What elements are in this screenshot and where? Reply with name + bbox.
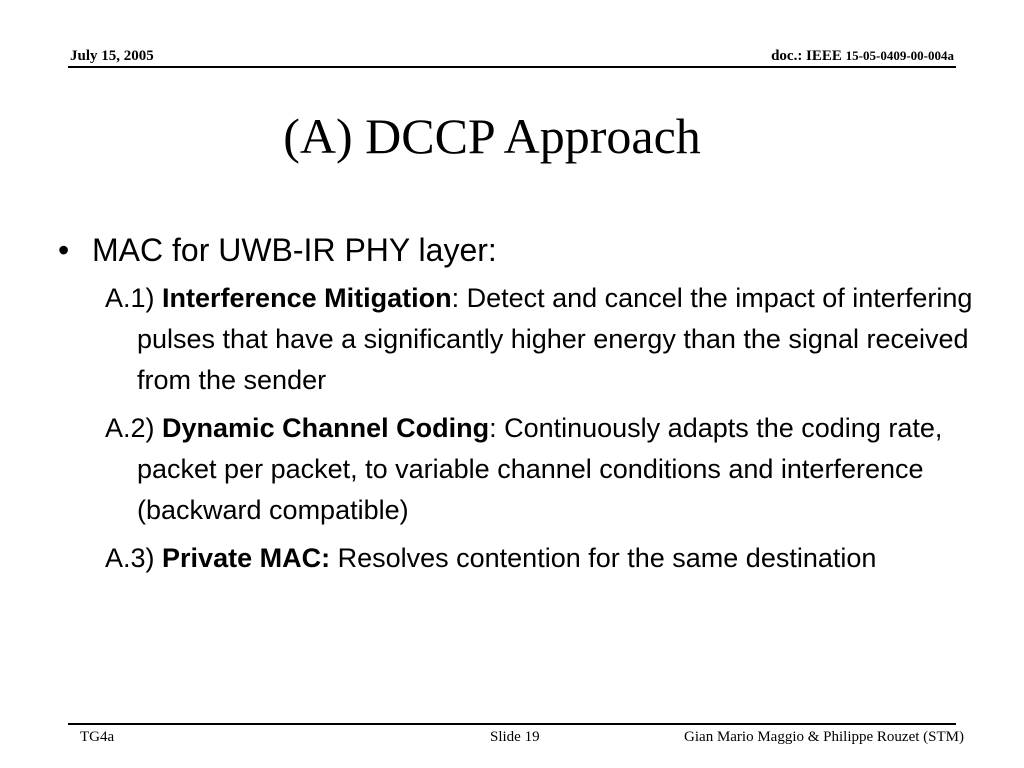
- bullet-icon: •: [58, 232, 70, 268]
- header-doc-prefix: doc.: IEEE: [771, 48, 846, 64]
- sub-item-a3: [105, 538, 983, 579]
- slide-body: [58, 230, 983, 586]
- header-doc-number: 15-05-0409-00-004a: [845, 48, 954, 63]
- sub-item-heading: Dynamic Channel Coding: [162, 413, 490, 443]
- slide-title: (A) DCCP Approach: [283, 108, 701, 164]
- header-doc-id: [771, 47, 954, 65]
- sub-item-prefix: A.2): [105, 413, 163, 443]
- sub-item-a1: [105, 278, 983, 401]
- bullet-text: MAC for UWB-IR PHY layer:: [92, 232, 497, 268]
- sub-item-text: Resolves contention for the same destination: [330, 543, 877, 573]
- sub-item-heading: Interference Mitigation: [162, 283, 452, 313]
- footer-authors: Gian Mario Maggio & Philippe Rouzet (STM): [684, 729, 964, 745]
- sub-item-a2: [105, 408, 983, 531]
- header-date: July 15, 2005: [70, 48, 154, 64]
- footer-slide-number: Slide 19: [490, 729, 540, 745]
- sub-item-text: : Continuously adapts the coding rate, packet per packet, to variable channel conditions and interference (backward compatible): [137, 413, 943, 525]
- header-rule: [68, 66, 956, 68]
- sub-item-text: : Detect and cancel the impact of interfering pulses that have a significantly higher energy than the signal received from the sender: [137, 283, 973, 395]
- sub-item-heading: Private MAC:: [162, 543, 331, 573]
- footer-left: TG4a: [80, 729, 115, 745]
- sub-item-prefix: A.1): [105, 283, 163, 313]
- bullet-item: [58, 230, 983, 270]
- footer-rule: [68, 723, 956, 725]
- sub-item-prefix: A.3): [105, 543, 163, 573]
